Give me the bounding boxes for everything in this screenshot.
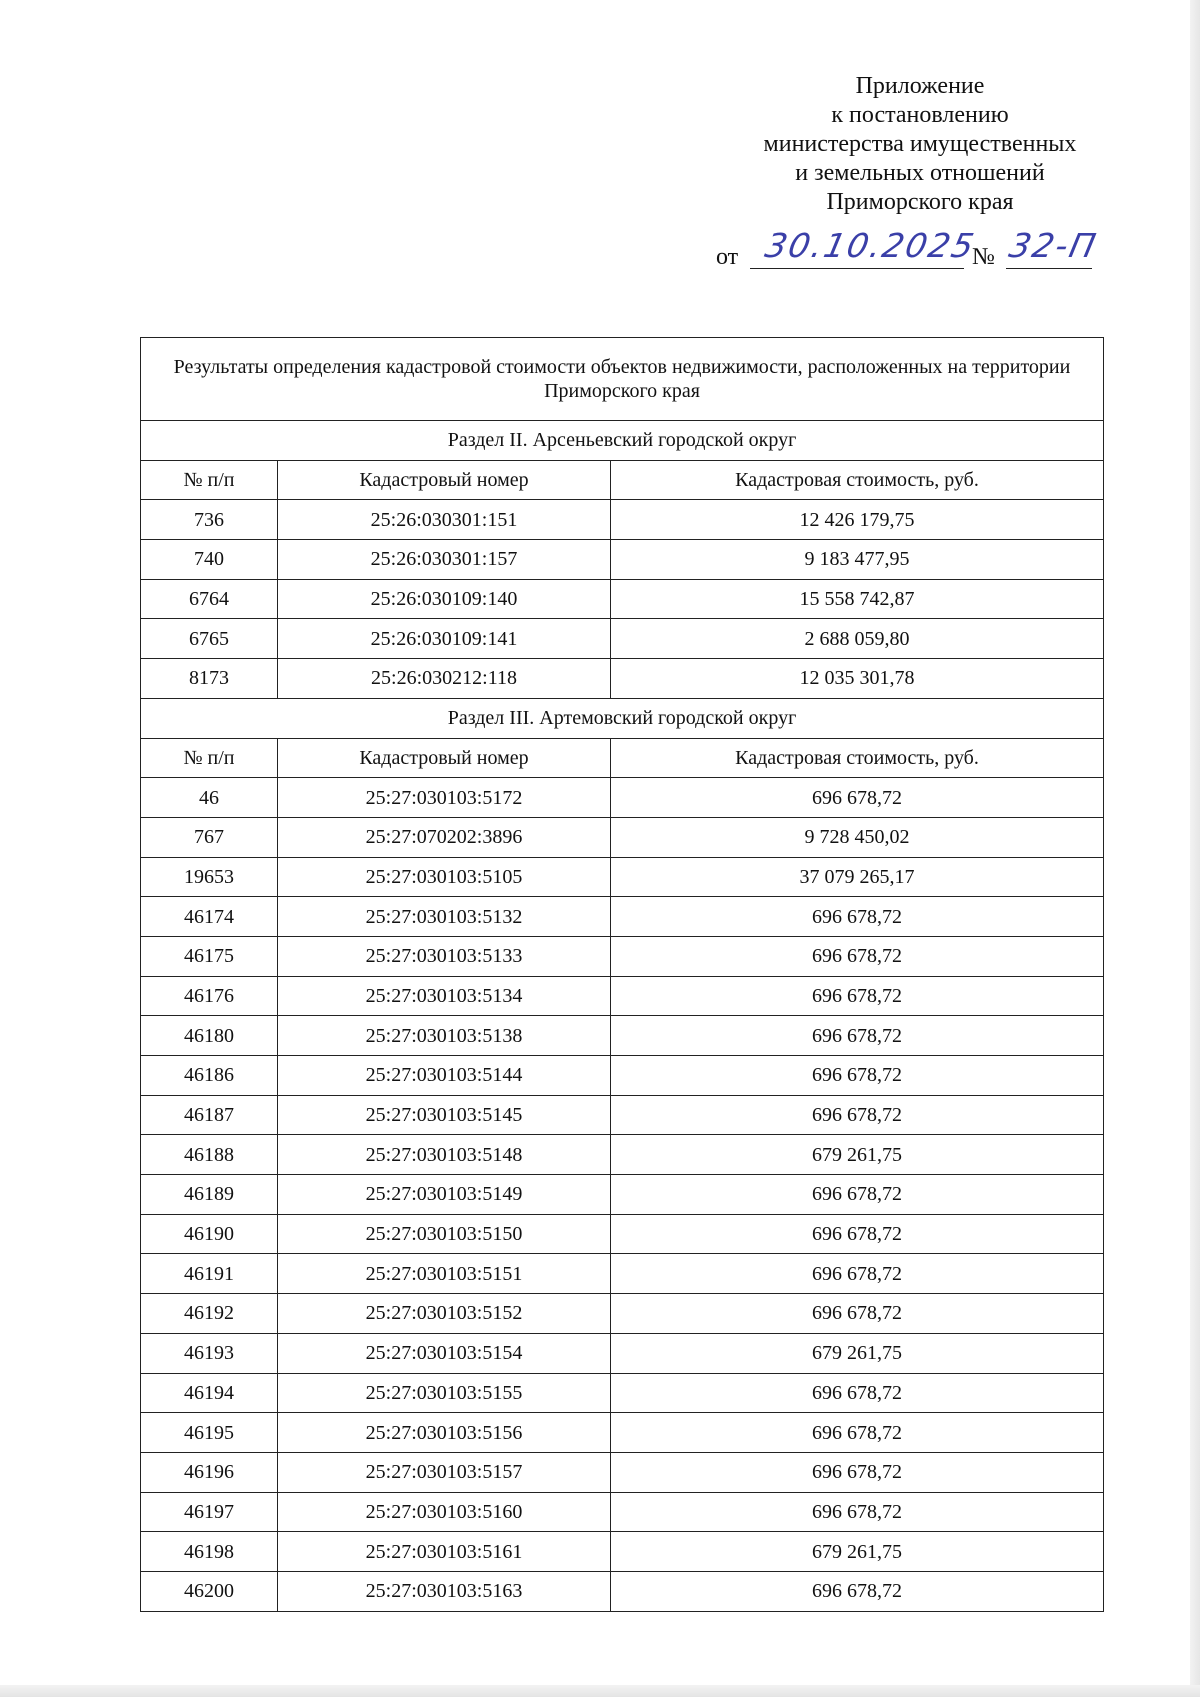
section-row — [141, 421, 1104, 461]
table-row — [141, 1175, 1104, 1215]
section-row — [141, 698, 1104, 738]
cell-cadastral-number: 25:27:030103:5155 — [278, 1373, 611, 1413]
cell-index: 6764 — [141, 579, 278, 619]
order-date-number — [716, 226, 1146, 272]
cell-cadastral-number: 25:27:030103:5152 — [278, 1294, 611, 1334]
cell-index: 46180 — [141, 1016, 278, 1056]
table-row — [141, 1571, 1104, 1611]
cell-cadastral-number: 25:27:030103:5154 — [278, 1333, 611, 1373]
header-line: Приморского края — [826, 189, 1014, 215]
cell-cadastral-number: 25:27:070202:3896 — [278, 817, 611, 857]
cell-cadastral-number: 25:27:030103:5133 — [278, 936, 611, 976]
number-label: № — [972, 244, 995, 270]
cell-cadastral-value: 696 678,72 — [611, 1294, 1104, 1334]
cell-cadastral-value: 696 678,72 — [611, 897, 1104, 937]
cell-index: 46174 — [141, 897, 278, 937]
cell-cadastral-number: 25:27:030103:5138 — [278, 1016, 611, 1056]
cell-index: 46187 — [141, 1095, 278, 1135]
scan-edge — [1190, 0, 1200, 1697]
table-title: Результаты определения кадастровой стоимости объектов недвижимости, расположенных на территории Приморского края — [141, 338, 1104, 421]
cell-cadastral-value: 696 678,72 — [611, 778, 1104, 818]
cell-index: 46191 — [141, 1254, 278, 1294]
cell-cadastral-number: 25:27:030103:5160 — [278, 1492, 611, 1532]
cell-index: 46188 — [141, 1135, 278, 1175]
table-row — [141, 857, 1104, 897]
cell-index: 46186 — [141, 1056, 278, 1096]
column-header-index: № п/п — [141, 738, 278, 778]
cell-cadastral-value: 9 183 477,95 — [611, 540, 1104, 580]
table-row — [141, 1373, 1104, 1413]
table-row — [141, 659, 1104, 699]
cell-index: 46193 — [141, 1333, 278, 1373]
table-title-row — [141, 338, 1104, 421]
cell-index: 6765 — [141, 619, 278, 659]
cell-cadastral-number: 25:27:030103:5156 — [278, 1413, 611, 1453]
table-row — [141, 1016, 1104, 1056]
table-row — [141, 619, 1104, 659]
table-row — [141, 976, 1104, 1016]
cell-cadastral-value: 696 678,72 — [611, 936, 1104, 976]
table-row — [141, 936, 1104, 976]
cell-cadastral-number: 25:27:030103:5151 — [278, 1254, 611, 1294]
table-row — [141, 1254, 1104, 1294]
cell-cadastral-value: 679 261,75 — [611, 1333, 1104, 1373]
cell-cadastral-number: 25:26:030109:141 — [278, 619, 611, 659]
table-row — [141, 579, 1104, 619]
appendix-header — [700, 72, 1140, 217]
table-row — [141, 1056, 1104, 1096]
date-field — [750, 226, 980, 269]
table-row — [141, 1294, 1104, 1334]
cell-cadastral-value: 696 678,72 — [611, 1056, 1104, 1096]
cell-index: 46196 — [141, 1452, 278, 1492]
cell-cadastral-number: 25:27:030103:5149 — [278, 1175, 611, 1215]
table-row — [141, 1214, 1104, 1254]
section-title: Раздел III. Артемовский городской округ — [141, 698, 1104, 738]
handwritten-date: 30.10.2025 — [761, 226, 980, 265]
cell-index: 8173 — [141, 659, 278, 699]
column-header-cadastral-number: Кадастровый номер — [278, 460, 611, 500]
cell-cadastral-value: 696 678,72 — [611, 976, 1104, 1016]
cell-index: 46195 — [141, 1413, 278, 1453]
table-row — [141, 1492, 1104, 1532]
table-row — [141, 1532, 1104, 1572]
cell-cadastral-number: 25:27:030103:5157 — [278, 1452, 611, 1492]
table-row — [141, 500, 1104, 540]
cell-cadastral-value: 15 558 742,87 — [611, 579, 1104, 619]
cell-cadastral-number: 25:27:030103:5144 — [278, 1056, 611, 1096]
column-header-cadastral-value: Кадастровая стоимость, руб. — [611, 460, 1104, 500]
cell-cadastral-number: 25:26:030301:157 — [278, 540, 611, 580]
cell-cadastral-number: 25:27:030103:5163 — [278, 1571, 611, 1611]
from-label: от — [716, 244, 739, 270]
table-row — [141, 1452, 1104, 1492]
cell-index: 740 — [141, 540, 278, 580]
header-line: министерства имущественных — [763, 131, 1077, 157]
cell-index: 19653 — [141, 857, 278, 897]
cell-cadastral-value: 696 678,72 — [611, 1016, 1104, 1056]
cell-cadastral-value: 696 678,72 — [611, 1175, 1104, 1215]
cell-index: 46175 — [141, 936, 278, 976]
cell-cadastral-value: 37 079 265,17 — [611, 857, 1104, 897]
cell-cadastral-number: 25:27:030103:5161 — [278, 1532, 611, 1572]
cell-cadastral-value: 696 678,72 — [611, 1095, 1104, 1135]
cell-cadastral-value: 696 678,72 — [611, 1492, 1104, 1532]
cell-cadastral-value: 696 678,72 — [611, 1214, 1104, 1254]
cell-index: 767 — [141, 817, 278, 857]
table-body — [141, 338, 1104, 1612]
cell-index: 46198 — [141, 1532, 278, 1572]
cell-cadastral-value: 679 261,75 — [611, 1532, 1104, 1572]
cell-cadastral-number: 25:26:030212:118 — [278, 659, 611, 699]
number-field — [1005, 226, 1101, 269]
cell-index: 46194 — [141, 1373, 278, 1413]
cell-index: 46200 — [141, 1571, 278, 1611]
cell-cadastral-number: 25:27:030103:5172 — [278, 778, 611, 818]
cell-cadastral-value: 679 261,75 — [611, 1135, 1104, 1175]
cell-index: 736 — [141, 500, 278, 540]
cell-index: 46 — [141, 778, 278, 818]
cell-cadastral-number: 25:26:030301:151 — [278, 500, 611, 540]
cell-cadastral-value: 696 678,72 — [611, 1571, 1104, 1611]
cell-cadastral-value: 2 688 059,80 — [611, 619, 1104, 659]
cadastral-value-table — [140, 337, 1104, 1612]
cell-cadastral-value: 696 678,72 — [611, 1254, 1104, 1294]
cell-index: 46192 — [141, 1294, 278, 1334]
header-line: к постановлению — [831, 102, 1009, 128]
scan-edge — [0, 1685, 1200, 1697]
header-line: и земельных отношений — [795, 160, 1045, 186]
cell-index: 46197 — [141, 1492, 278, 1532]
table-row — [141, 1095, 1104, 1135]
table-row — [141, 540, 1104, 580]
column-header-row — [141, 738, 1104, 778]
cell-cadastral-value: 12 426 179,75 — [611, 500, 1104, 540]
column-header-cadastral-value: Кадастровая стоимость, руб. — [611, 738, 1104, 778]
cell-cadastral-value: 12 035 301,78 — [611, 659, 1104, 699]
cell-cadastral-value: 696 678,72 — [611, 1413, 1104, 1453]
cell-cadastral-number: 25:27:030103:5148 — [278, 1135, 611, 1175]
header-line: Приложение — [855, 73, 985, 99]
section-title: Раздел II. Арсеньевский городской округ — [141, 421, 1104, 461]
table-row — [141, 1135, 1104, 1175]
column-header-cadastral-number: Кадастровый номер — [278, 738, 611, 778]
cell-index: 46176 — [141, 976, 278, 1016]
cell-index: 46190 — [141, 1214, 278, 1254]
column-header-index: № п/п — [141, 460, 278, 500]
cell-index: 46189 — [141, 1175, 278, 1215]
cell-cadastral-value: 9 728 450,02 — [611, 817, 1104, 857]
cell-cadastral-value: 696 678,72 — [611, 1452, 1104, 1492]
cell-cadastral-number: 25:27:030103:5105 — [278, 857, 611, 897]
cell-cadastral-number: 25:27:030103:5150 — [278, 1214, 611, 1254]
cell-cadastral-number: 25:26:030109:140 — [278, 579, 611, 619]
table-row — [141, 1413, 1104, 1453]
cell-cadastral-value: 696 678,72 — [611, 1373, 1104, 1413]
cell-cadastral-number: 25:27:030103:5145 — [278, 1095, 611, 1135]
cell-cadastral-number: 25:27:030103:5134 — [278, 976, 611, 1016]
table-row — [141, 1333, 1104, 1373]
table-row — [141, 897, 1104, 937]
cell-cadastral-number: 25:27:030103:5132 — [278, 897, 611, 937]
column-header-row — [141, 460, 1104, 500]
handwritten-number: 32-П — [1005, 226, 1101, 265]
table-row — [141, 817, 1104, 857]
table-row — [141, 778, 1104, 818]
